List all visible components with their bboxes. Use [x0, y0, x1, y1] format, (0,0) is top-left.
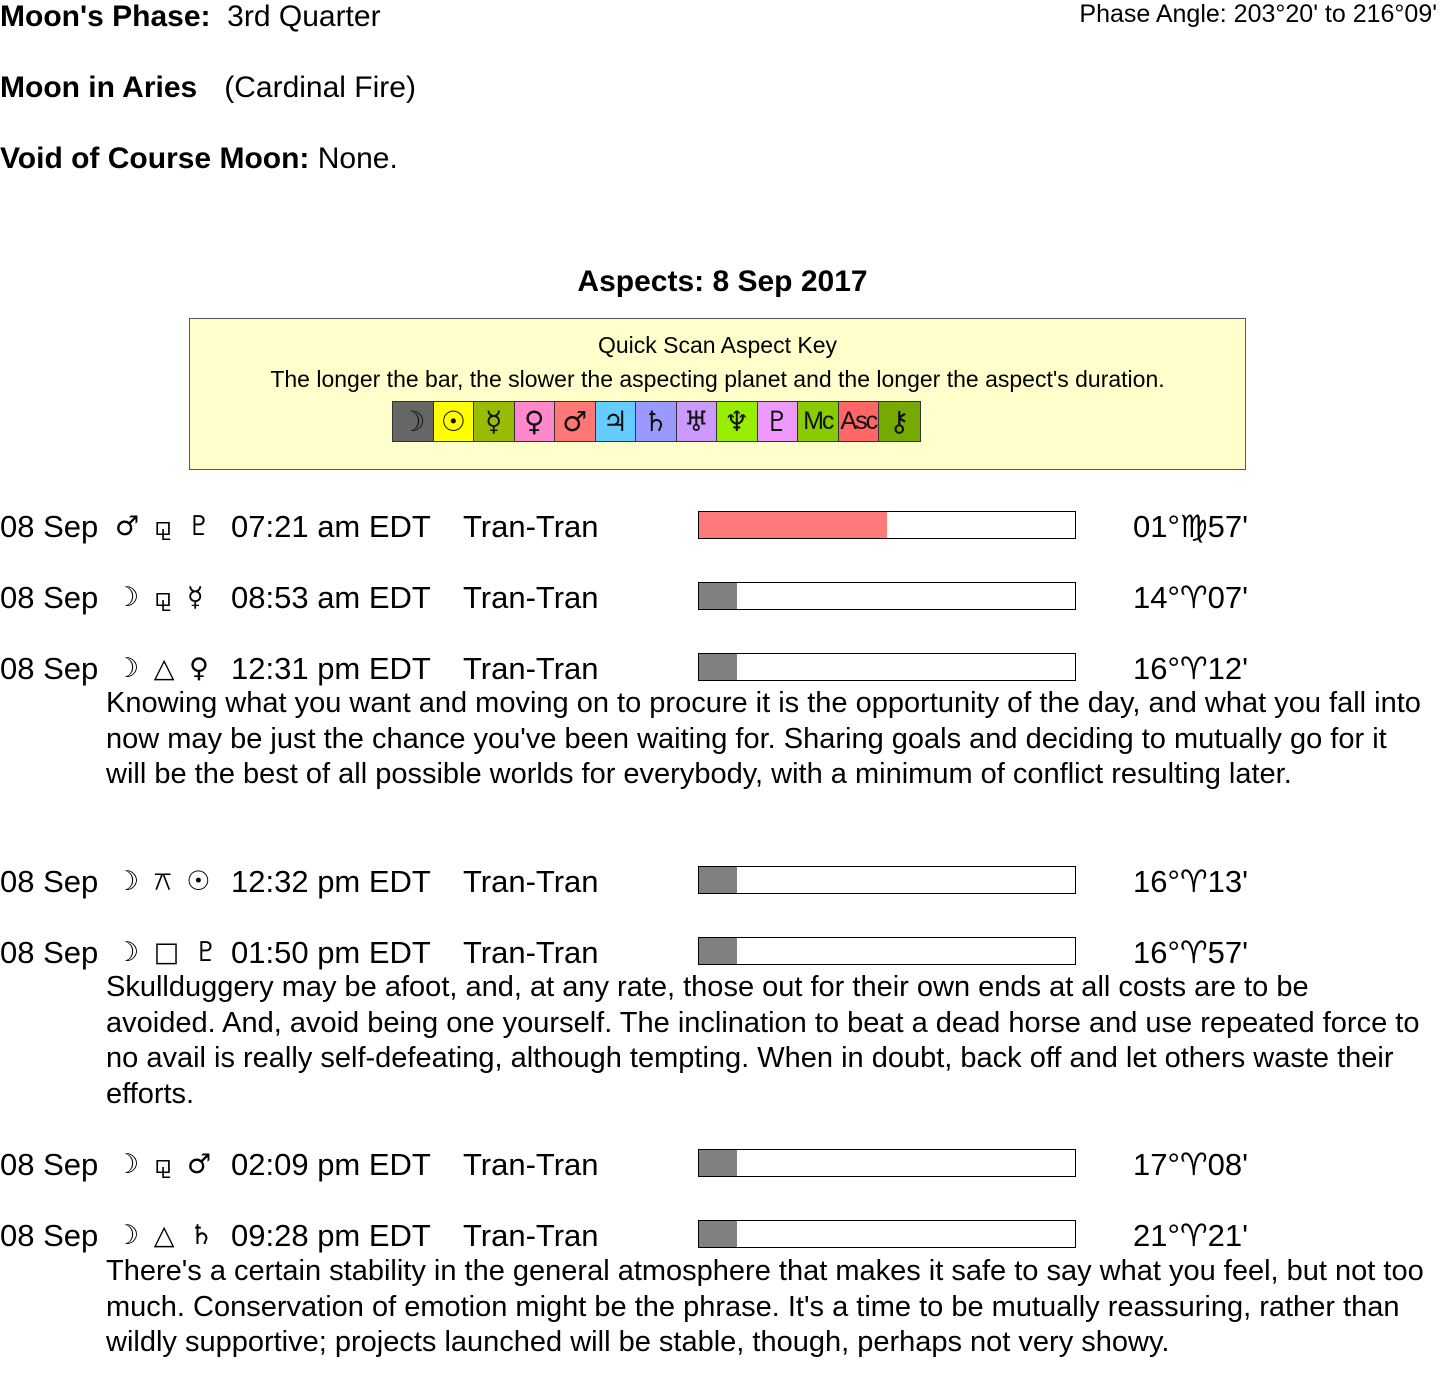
- aspect-row: [0, 1218, 1445, 1258]
- duration-bar-fill: [699, 512, 887, 538]
- aspect-date: 08 Sep: [0, 509, 99, 544]
- aspect-date: 08 Sep: [0, 864, 99, 899]
- venus-icon: ♀: [515, 402, 556, 441]
- void-of-course-label: Void of Course Moon:: [0, 142, 310, 175]
- duration-bar: [698, 582, 1076, 610]
- neptune-icon: ♆: [717, 402, 758, 441]
- mercury-icon: ☿: [474, 402, 515, 441]
- key-description: The longer the bar, the slower the aspecting planet and the longer the aspect's duration.: [270, 366, 1165, 392]
- aspect-description: There's a certain stability in the general atmosphere that makes it safe to say what you feel, but not too much. Conservation of emotion might be the phrase. It's a time to be mutually reassuring, rather than wildly supportive; projects launched will be stable, though, perhaps not very showy.: [106, 1255, 1424, 1358]
- duration-bar: [698, 1149, 1076, 1177]
- aspect-date: 08 Sep: [0, 1218, 99, 1253]
- moon-sign-line: [0, 71, 416, 105]
- aspect-time: 12:31 pm EDT: [231, 651, 431, 686]
- chiron-icon: ⚷: [879, 402, 920, 441]
- aspect-glyphs: ☽ ⚼ ♂: [115, 1149, 215, 1180]
- aspect-time: 01:50 pm EDT: [231, 935, 431, 970]
- aspect-time: 07:21 am EDT: [231, 509, 431, 544]
- aspect-time: 08:53 am EDT: [231, 580, 431, 615]
- aspect-glyphs: ♂ ⚼ ♇: [115, 511, 215, 542]
- aspect-position: 01°♍57': [1133, 509, 1249, 544]
- aspect-position: 16°♈12': [1133, 651, 1249, 686]
- aspect-date: 08 Sep: [0, 935, 99, 970]
- aspect-row: [0, 1147, 1445, 1187]
- aspect-type: Tran-Tran: [463, 1218, 599, 1253]
- key-glyph-strip: [392, 401, 921, 442]
- aspect-position: 21°♈21': [1133, 1218, 1249, 1253]
- duration-bar-fill: [699, 583, 737, 609]
- aspect-date: 08 Sep: [0, 651, 99, 686]
- moon-icon: ☽: [393, 402, 434, 441]
- duration-bar: [698, 866, 1076, 894]
- aspect-type: Tran-Tran: [463, 509, 599, 544]
- pluto-icon: ♇: [758, 402, 799, 441]
- phase-angle: Phase Angle: 203°20' to 216°09': [1079, 0, 1437, 28]
- moon-sign-label: Moon in Aries: [0, 71, 198, 104]
- aspect-description: Skullduggery may be afoot, and, at any rate, those out for their own ends at all costs are to be avoided. And, avoid being one yourself. The inclination to beat a dead horse and use repeated force to no avail is really self-defeating, although tempting. When in doubt, back off and let others waste their efforts.: [106, 971, 1420, 1110]
- mars-icon: ♂: [555, 402, 596, 441]
- aspect-type: Tran-Tran: [463, 580, 599, 615]
- aspect-row: [0, 509, 1445, 549]
- void-of-course-value: None.: [317, 142, 398, 175]
- aspect-glyphs: ☽ ⚼ ☿: [115, 582, 207, 613]
- aspect-position: 16°♈13': [1133, 864, 1249, 899]
- aspect-position: 14°♈07': [1133, 580, 1249, 615]
- midheaven-icon: Mc: [798, 402, 839, 441]
- duration-bar: [698, 653, 1076, 681]
- aspect-glyphs: ☽ ⚻ ☉: [115, 866, 214, 897]
- aspect-type: Tran-Tran: [463, 935, 599, 970]
- duration-bar: [698, 1220, 1076, 1248]
- duration-bar-fill: [699, 654, 737, 680]
- aspect-position: 17°♈08': [1133, 1147, 1249, 1182]
- jupiter-icon: ♃: [596, 402, 637, 441]
- key-title: Quick Scan Aspect Key: [597, 332, 838, 358]
- ascendant-icon: Asc: [839, 402, 880, 441]
- aspect-glyphs: ☽ △ ♄: [115, 1220, 217, 1251]
- aspect-position: 16°♈57': [1133, 935, 1249, 970]
- sun-icon: ☉: [434, 402, 475, 441]
- aspect-row: [0, 580, 1445, 620]
- void-of-course-line: [0, 142, 398, 176]
- aspects-title: Aspects: 8 Sep 2017: [577, 265, 868, 298]
- aspect-row: [0, 864, 1445, 904]
- duration-bar: [698, 511, 1076, 539]
- duration-bar-fill: [699, 1221, 737, 1247]
- aspect-description: Knowing what you want and moving on to procure it is the opportunity of the day, and what you fall into now may be just the chance you've been waiting for. Sharing goals and deciding to mutually go for it will be the best of all possible worlds for everybody, with a minimum of conflict resulting later.: [106, 687, 1421, 790]
- uranus-icon: ♅: [677, 402, 718, 441]
- moon-phase-line: [0, 0, 381, 34]
- moon-sign-value: (Cardinal Fire): [224, 71, 416, 104]
- aspect-date: 08 Sep: [0, 1147, 99, 1182]
- duration-bar-fill: [699, 938, 737, 964]
- aspect-type: Tran-Tran: [463, 651, 599, 686]
- quick-scan-key: [189, 318, 1246, 470]
- duration-bar: [698, 937, 1076, 965]
- aspect-time: 09:28 pm EDT: [231, 1218, 431, 1253]
- aspect-glyphs: ☽ □ ♇: [115, 937, 222, 968]
- moon-phase-label: Moon's Phase:: [0, 0, 211, 33]
- aspect-type: Tran-Tran: [463, 864, 599, 899]
- saturn-icon: ♄: [636, 402, 677, 441]
- aspect-glyphs: ☽ △ ♀: [115, 653, 212, 684]
- duration-bar-fill: [699, 1150, 737, 1176]
- aspect-time: 02:09 pm EDT: [231, 1147, 431, 1182]
- aspect-time: 12:32 pm EDT: [231, 864, 431, 899]
- moon-phase-value: 3rd Quarter: [227, 0, 381, 33]
- aspect-row: [0, 651, 1445, 691]
- duration-bar-fill: [699, 867, 737, 893]
- aspect-type: Tran-Tran: [463, 1147, 599, 1182]
- aspect-date: 08 Sep: [0, 580, 99, 615]
- aspect-row: [0, 935, 1445, 975]
